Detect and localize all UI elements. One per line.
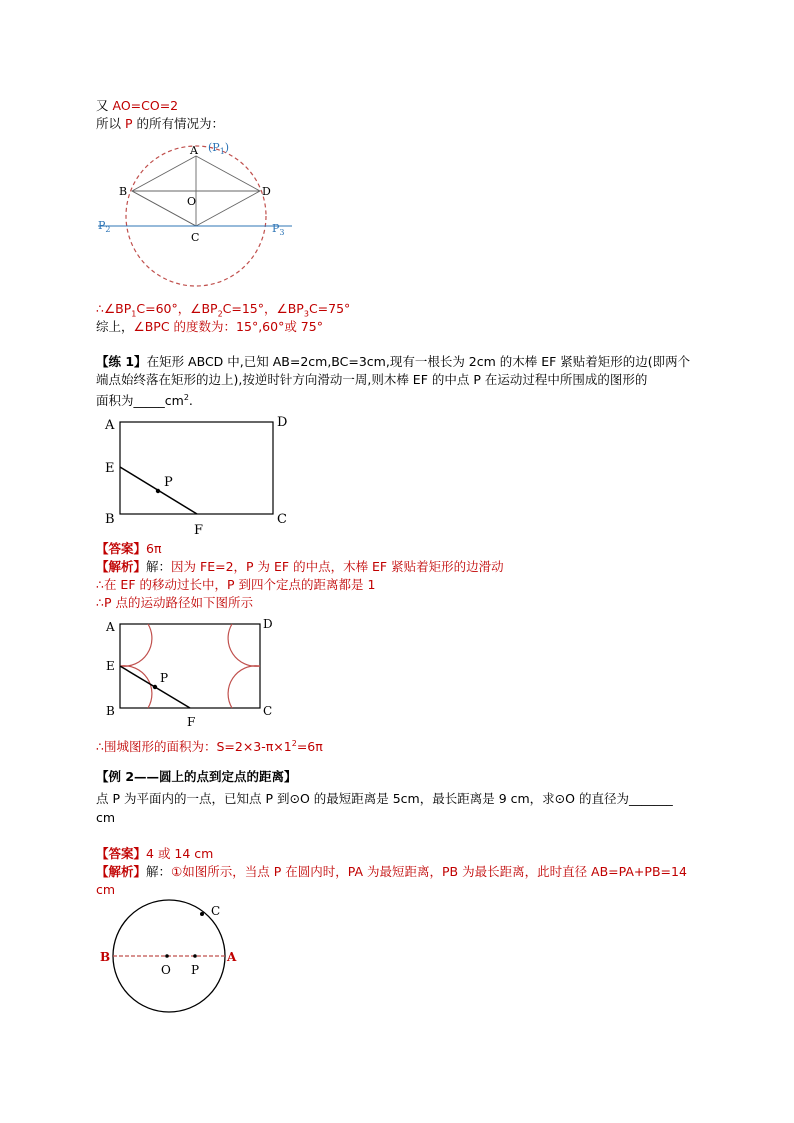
arc-b (120, 666, 152, 708)
area-line (96, 736, 323, 755)
angle-3-sub: 3 (303, 309, 309, 319)
exercise-1-unit: cm (164, 393, 184, 409)
label-f: F (187, 715, 196, 729)
analysis-1-line-1 (96, 559, 504, 575)
exercise-1-line-1 (96, 354, 690, 370)
summary-value: ∠BPC 的度数为：15°,60°或 75° (133, 319, 323, 334)
exercise-1-line-2: 端点始终落在矩形的边上),按逆时针方向滑动一周,则木棒 EF 的中点 P 在运动过程中所围成的图形的 (96, 372, 648, 387)
label-c: C (263, 704, 273, 718)
answer-2-tag: 【答案】 (96, 846, 147, 861)
answer-1-tag: 【答案】 (96, 541, 147, 556)
exercise-1-blank: _____ (133, 393, 165, 409)
example-2-text: 点 P 为平面内的一点，已知点 P 到⊙O 的最短距离是 5cm，最长距离是 9 cm，求⊙O 的直径为 (96, 791, 629, 806)
area-result: =6π (296, 739, 323, 755)
point-o (165, 954, 169, 958)
label-p: P (160, 671, 169, 685)
label-o: O (187, 195, 197, 208)
angle-3-rest: C=75° (308, 301, 351, 316)
label-f: F (194, 523, 204, 538)
arc-a (120, 624, 152, 666)
exercise-1-end: . (188, 393, 193, 409)
angle-1-sub: 1 (131, 309, 137, 319)
analysis-1-text: 因为 FE=2，P 为 EF 的中点，木棒 EF 紧贴着矩形的边滑动 (171, 559, 504, 574)
label-b: B (105, 512, 115, 527)
label-d: D (263, 617, 273, 631)
label-p1: $(P_1)$ (208, 141, 230, 156)
angle-1-rest: C=60°，∠BP (136, 301, 218, 316)
all-cases-point: P (124, 116, 133, 131)
label-p: P (164, 475, 173, 490)
label-e: E (105, 461, 115, 476)
analysis-2-prefix: 解： (146, 864, 172, 879)
label-c: C (191, 231, 200, 244)
exercise-1-tag: 【练 1】 (96, 354, 147, 369)
label-c: C (277, 512, 287, 527)
label-c: C (211, 904, 221, 918)
label-o: O (161, 963, 171, 977)
label-a: A (105, 418, 115, 433)
analysis-2-text: ①如图所示，当点 P 在圆内时，PA 为最短距离，PB 为最长距离，此时直径 AB=PA+PB=14 (171, 864, 687, 879)
given-value: AO=CO=2 (112, 98, 179, 113)
all-cases-suffix: 的所有情况为： (132, 116, 225, 131)
figure-rectangle-ef (96, 412, 306, 540)
answer-2-line (96, 846, 213, 862)
exercise-1-text-1: 在矩形 ABCD 中,已知 AB=2cm,BC=3cm,现有一根长为 2cm 的木棒 EF 紧贴着矩形的边(即两个 (146, 354, 691, 369)
answer-1-value: 6π (146, 541, 162, 556)
summary-prefix: 综上， (96, 319, 134, 334)
given-prefix: 又 (96, 98, 113, 113)
angle-1-prefix: ∴∠BP (96, 301, 132, 316)
area-formula: S=2×3-π×1 (216, 739, 292, 755)
label-b: B (106, 704, 115, 718)
all-cases-line (96, 116, 224, 132)
figure-circle-points (96, 898, 256, 1016)
angle-2-sub: 2 (217, 309, 223, 319)
summary-line (96, 319, 323, 335)
analysis-1-prefix: 解： (146, 559, 172, 574)
exercise-1-area-prefix: 面积为 (96, 393, 134, 409)
analysis-2-tag: 【解析】 (96, 864, 147, 879)
analysis-1-tag: 【解析】 (96, 559, 147, 574)
label-d: D (262, 185, 271, 198)
analysis-1-line-3: ∴P 点的运动路径如下图所示 (96, 595, 253, 610)
point-p (193, 954, 197, 958)
label-d: D (277, 415, 288, 430)
area-prefix: ∴围城图形的面积为： (96, 739, 217, 755)
arc-d (228, 624, 260, 666)
point-p (153, 685, 157, 689)
example-2-title: 【例 2——圆上的点到定点的距离】 (96, 769, 297, 784)
answer-2-value: 4 或 14 cm (146, 846, 214, 861)
analysis-1-line-2: ∴在 EF 的移动过长中，P 到四个定点的距离都是 1 (96, 577, 376, 592)
arc-c (228, 666, 260, 708)
label-p3: $P_3$ (272, 222, 285, 237)
point-c (200, 912, 204, 916)
rectangle-abcd (120, 422, 273, 514)
given-line (96, 98, 178, 114)
example-2-blank: _______ (628, 791, 673, 806)
label-p: P (191, 963, 200, 977)
analysis-2-line-1 (96, 864, 687, 880)
exercise-1-line-3 (96, 390, 193, 409)
figure-path-of-p (96, 614, 286, 732)
label-a: A (190, 144, 198, 157)
label-p2: $P_2$ (98, 219, 111, 234)
label-a: A (106, 620, 115, 634)
label-b: B (100, 950, 111, 964)
rectangle-abcd (120, 624, 260, 708)
analysis-2-line-2: cm (96, 882, 116, 897)
label-e: E (106, 659, 115, 673)
answer-1-line (96, 541, 162, 557)
area-formula-sup: 2 (291, 739, 297, 748)
point-p (156, 489, 160, 493)
example-2-line-1 (96, 791, 673, 807)
angle-2-rest: C=15°，∠BP (222, 301, 304, 316)
label-b: B (119, 185, 128, 198)
exercise-1-unit-sup: 2 (183, 393, 189, 402)
figure-rhombus-circle (90, 136, 300, 296)
all-cases-prefix: 所以 (96, 116, 125, 131)
label-a: A (227, 950, 237, 964)
example-2-line-2: cm (96, 810, 116, 825)
